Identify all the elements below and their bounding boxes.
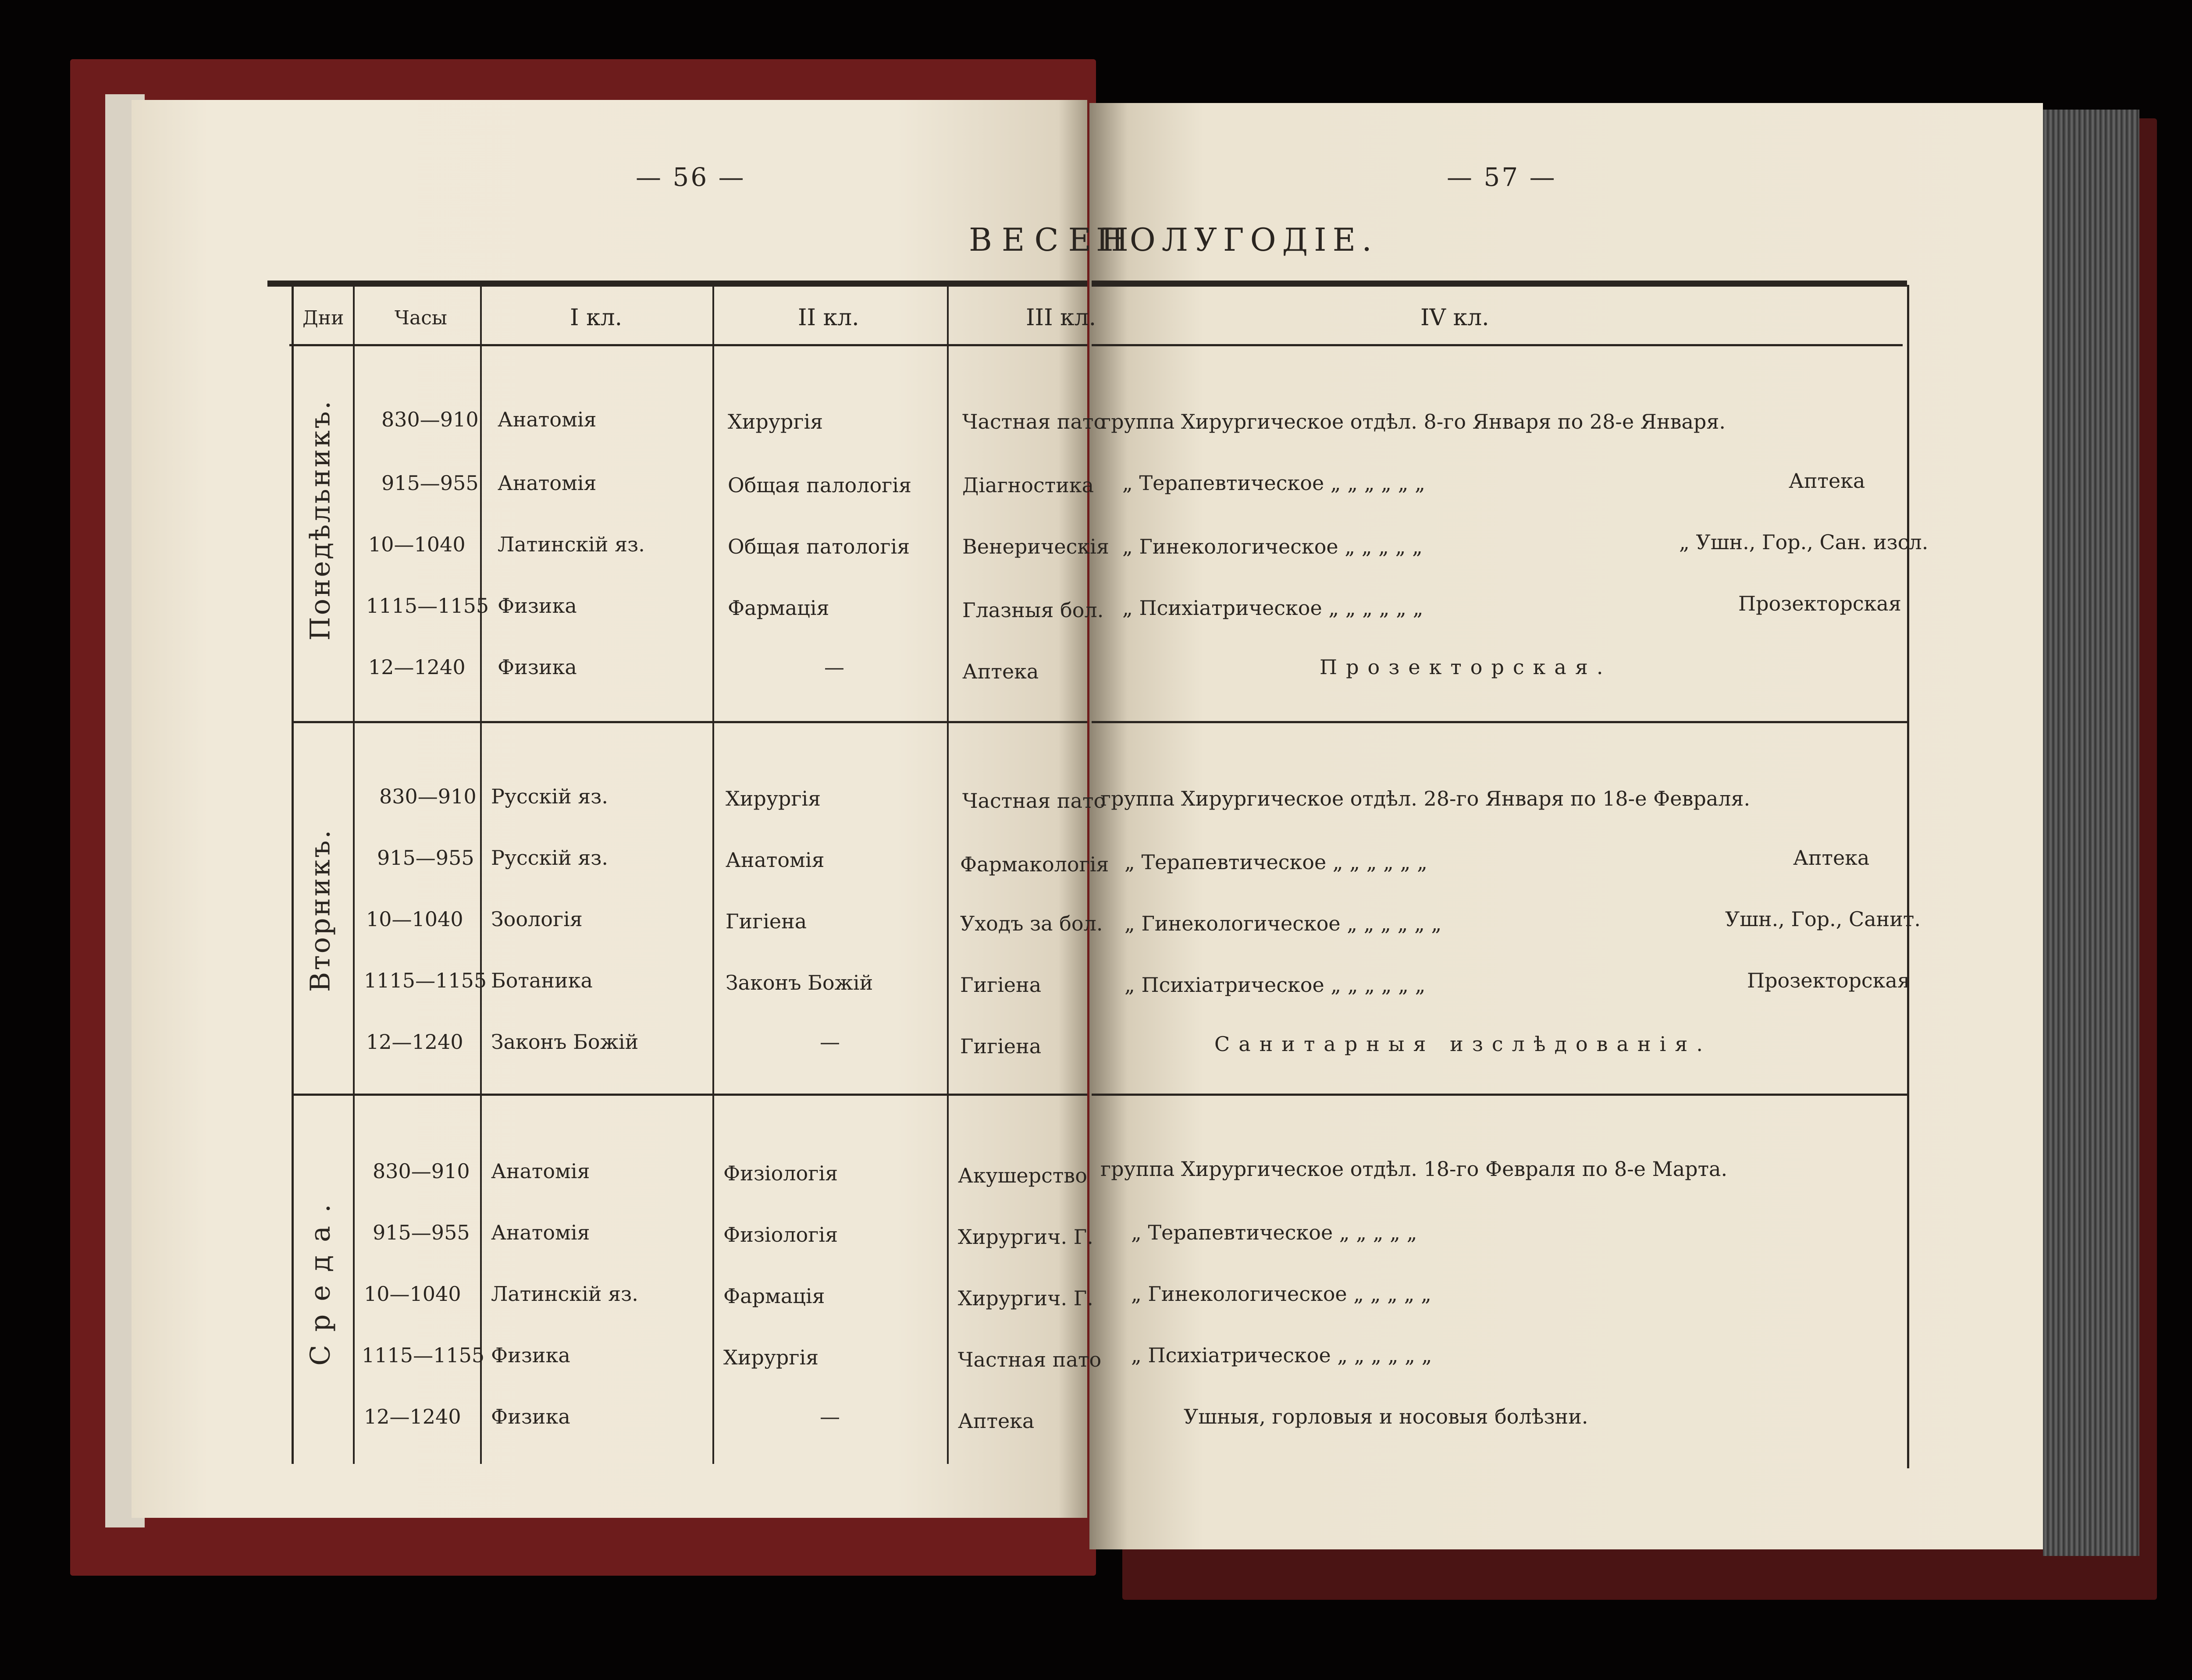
class-3-cell: Хирургич. Г. <box>958 1286 1093 1310</box>
class-2-cell: Общая патологія <box>728 535 910 558</box>
class-3-cell: Аптека <box>962 660 1039 683</box>
class-3-cell: Частная пато <box>958 1348 1102 1371</box>
class-4-extra-cell: „ Ушн., Гор., Сан. изсл. <box>1679 530 1929 554</box>
col-rule-right-edge <box>1907 285 1909 1468</box>
header-class-4: IV кл. <box>1420 305 1489 331</box>
page-title-right: ПОЛУГОДІЕ. <box>1096 221 1378 258</box>
class-4-cell: „ Терапевтическое „ „ „ „ „ „ <box>1122 471 1425 495</box>
header-days: Дни <box>302 307 344 329</box>
day-divider-1 <box>294 721 1087 723</box>
class-2-cell: Законъ Божій <box>726 971 873 995</box>
page-number-left: — 56 — <box>636 162 746 192</box>
class-2-cell: Фармація <box>723 1284 825 1308</box>
class-4-cell: „ Терапевтическое „ „ „ „ „ <box>1131 1221 1417 1244</box>
time-cell: 12—1240 <box>368 655 466 679</box>
header-class-2: II кл. <box>798 305 859 331</box>
class-1-cell: Анатомія <box>498 408 597 431</box>
class-2-cell: Физіологія <box>723 1161 838 1185</box>
day-divider-2 <box>294 1094 1087 1096</box>
class-2-cell: Хирургія <box>726 787 821 810</box>
time-cell: 10—1040 <box>368 533 466 556</box>
class-1-cell: Русскій яз. <box>491 846 608 870</box>
time-cell: 1115—1155 <box>364 969 487 992</box>
class-2-cell: Физіологія <box>723 1223 838 1247</box>
page-edges <box>2043 110 2139 1556</box>
time-cell: 12—1240 <box>366 1030 463 1054</box>
class-2-cell: Общая палологія <box>728 473 911 497</box>
class-3-cell: Аптека <box>958 1409 1035 1433</box>
col-rule-c1 <box>480 285 482 1464</box>
class-2-cell: Хирургія <box>728 410 823 433</box>
col-rule-c2 <box>712 285 714 1464</box>
class-3-cell: Гигіена <box>960 973 1042 997</box>
class-2-cell: — <box>820 1030 840 1054</box>
class-3-cell: Діагностика <box>962 473 1094 497</box>
class-1-cell: Ботаника <box>491 969 593 992</box>
time-cell: 830—910 <box>373 1159 470 1183</box>
class-2-cell: — <box>820 1405 840 1428</box>
time-cell: 915—955 <box>377 846 474 870</box>
time-cell: 12—1240 <box>364 1405 461 1428</box>
class-1-cell: Законъ Божій <box>491 1030 639 1054</box>
time-cell: 830—910 <box>379 785 477 808</box>
day-label-wednesday: Среда. <box>304 1191 336 1366</box>
time-cell: 1115—1155 <box>366 594 489 618</box>
class-4-cell: „ Терапевтическое „ „ „ „ „ „ <box>1124 850 1427 874</box>
class-3-cell: Глазныя бол. <box>962 598 1104 622</box>
class-2-cell: Фармація <box>728 596 829 620</box>
class-4-cell: Санитарныя изслѣдованія. <box>1214 1032 1712 1056</box>
class-1-cell: Анатомія <box>498 471 597 495</box>
class-4-extra-cell: Прозекторская <box>1738 592 1901 615</box>
col-rule-days <box>292 285 294 1464</box>
header-class-3: III кл. <box>1026 305 1096 331</box>
right-page <box>1089 103 2043 1549</box>
class-1-cell: Физика <box>491 1343 570 1367</box>
class-4-cell: „ Гинекологическое „ „ „ „ „ „ <box>1124 912 1442 935</box>
day-label-monday: Понедѣльникъ. <box>304 399 336 641</box>
class-1-cell: Анатомія <box>491 1159 590 1183</box>
class-3-cell: Гигіена <box>960 1034 1042 1058</box>
col-rule-c3 <box>947 285 949 1464</box>
class-2-cell: Гигіена <box>726 909 807 933</box>
class-4-cell: Ушныя, горловыя и носовыя болѣзни. <box>1184 1405 1588 1428</box>
page-number-right: — 57 — <box>1447 162 1557 192</box>
header-bottom-rule <box>289 344 1087 346</box>
class-3-cell: Частная пато <box>962 789 1106 813</box>
time-cell: 830—910 <box>381 408 479 431</box>
class-2-cell: — <box>824 655 844 679</box>
class-3-cell: Уходъ за бол. <box>960 912 1103 935</box>
class-4-cell: „ Психіатрическое „ „ „ „ „ „ <box>1124 973 1426 997</box>
class-4-cell: Прозекторская. <box>1320 655 1612 679</box>
class-1-cell: Латинскій яз. <box>491 1282 638 1306</box>
time-cell: 915—955 <box>373 1221 470 1244</box>
page-title-left: ВЕСЕН <box>969 221 1138 258</box>
class-4-cell: группа Хирургическое отдѣл. 28-го Января по 18-е Февраля. <box>1100 787 1751 810</box>
class-4-extra-cell: Аптека <box>1789 469 1865 493</box>
class-2-cell: Хирургія <box>723 1346 819 1369</box>
class-3-cell: Акушерство <box>958 1164 1087 1187</box>
class-4-cell: группа Хирургическое отдѣл. 18-го Февраля по 8-е Марта. <box>1100 1157 1728 1181</box>
table-top-rule <box>267 281 1087 287</box>
class-3-cell: Частная пато <box>962 410 1106 433</box>
class-1-cell: Русскій яз. <box>491 785 608 808</box>
day-label-tuesday: Вторникъ. <box>304 828 336 992</box>
time-cell: 1115—1155 <box>362 1343 485 1367</box>
class-3-cell: Венерическія <box>962 535 1109 558</box>
time-cell: 10—1040 <box>366 907 463 931</box>
time-cell: 915—955 <box>381 471 479 495</box>
class-4-cell: „ Гинекологическое „ „ „ „ „ <box>1131 1282 1431 1306</box>
class-3-cell: Хирургич. Г. <box>958 1225 1093 1249</box>
class-2-cell: Анатомія <box>726 848 825 872</box>
class-1-cell: Зоологія <box>491 907 583 931</box>
header-bottom-rule-right <box>1092 344 1903 346</box>
class-4-extra-cell: Ушн., Гор., Санит. <box>1725 907 1921 931</box>
table-top-rule-right <box>1092 281 1907 287</box>
class-4-cell: группа Хирургическое отдѣл. 8-го Января по 28-е Января. <box>1100 410 1726 433</box>
day-divider-2-right <box>1092 1094 1907 1096</box>
class-4-extra-cell: Аптека <box>1793 846 1870 870</box>
day-divider-1-right <box>1092 721 1907 723</box>
class-4-cell: „ Психіатрическое „ „ „ „ „ „ <box>1122 596 1423 620</box>
class-4-cell: „ Гинекологическое „ „ „ „ „ <box>1122 535 1423 558</box>
class-1-cell: Физика <box>498 594 577 618</box>
time-cell: 10—1040 <box>364 1282 461 1306</box>
class-1-cell: Латинскій яз. <box>498 533 645 556</box>
class-1-cell: Физика <box>498 655 577 679</box>
header-class-1: I кл. <box>570 305 623 331</box>
class-4-extra-cell: Прозекторская <box>1747 969 1910 992</box>
class-1-cell: Физика <box>491 1405 570 1428</box>
class-3-cell: Фармакологія <box>960 852 1109 876</box>
class-1-cell: Анатомія <box>491 1221 590 1244</box>
col-rule-hours <box>353 285 355 1464</box>
header-hours: Часы <box>395 307 447 329</box>
class-4-cell: „ Психіатрическое „ „ „ „ „ „ <box>1131 1343 1432 1367</box>
